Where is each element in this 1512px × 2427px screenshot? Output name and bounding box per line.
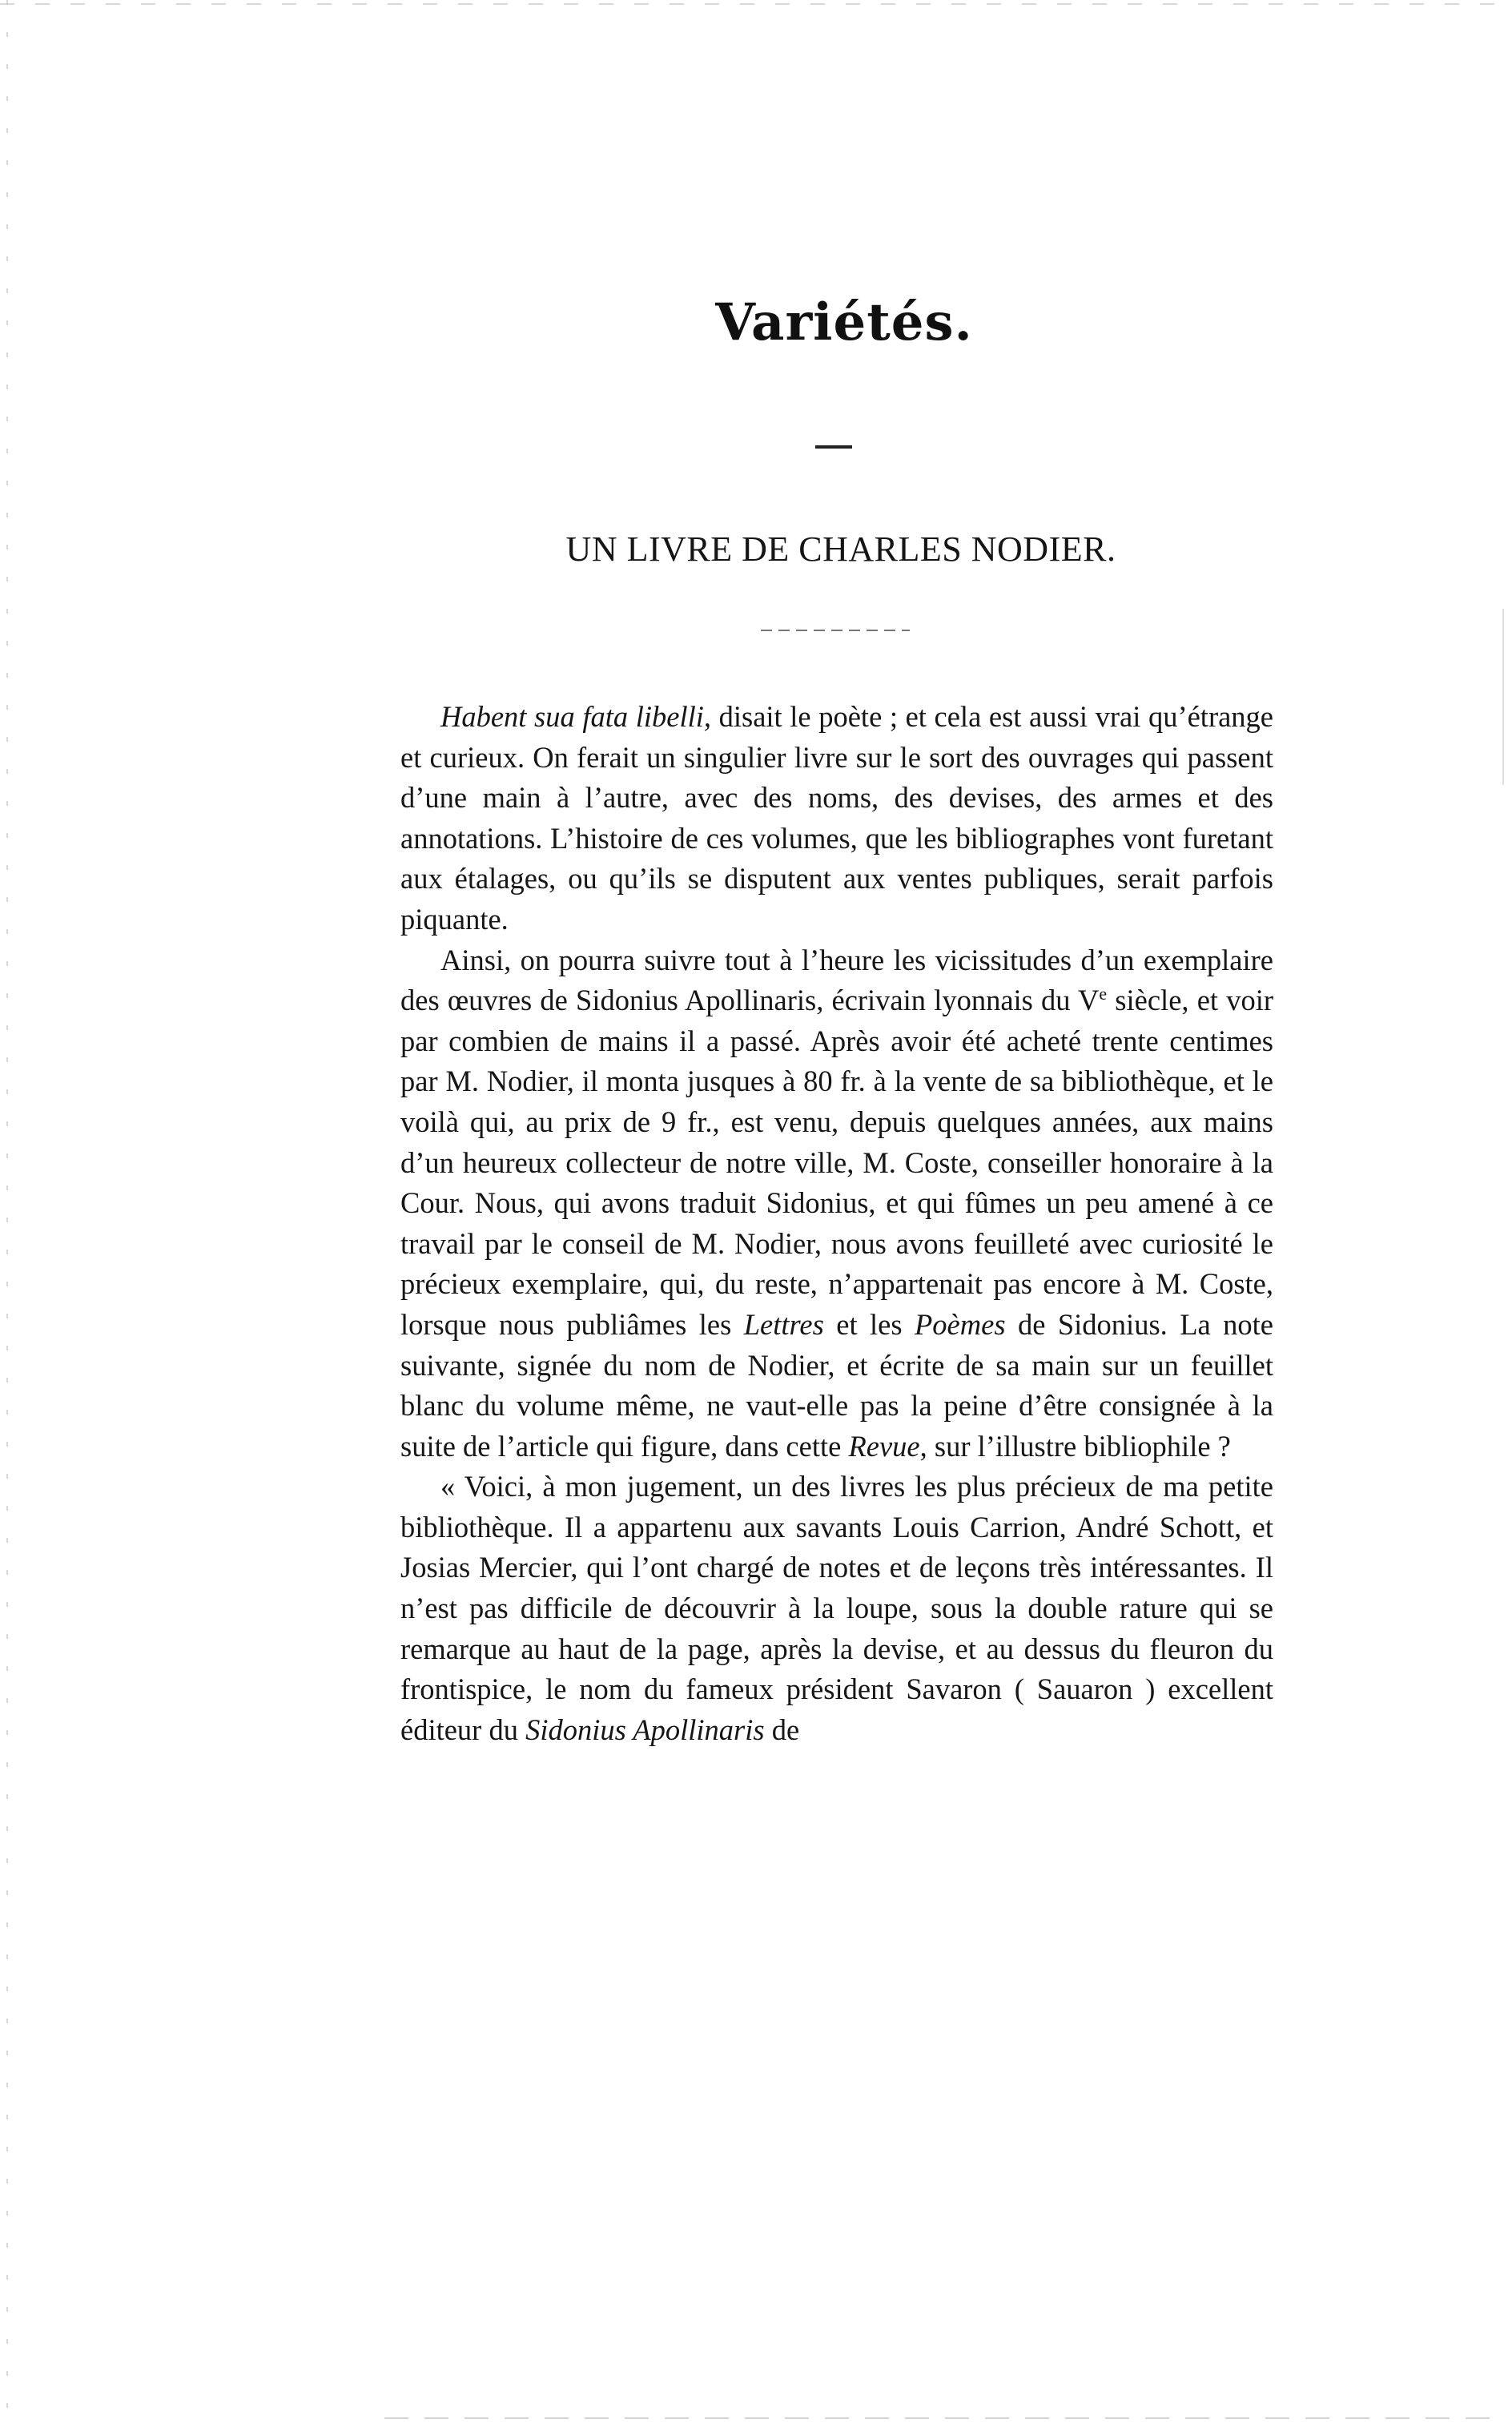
title-rule (815, 445, 852, 449)
paragraph (400, 940, 1273, 1467)
text-run: Ainsi, on pourra suivre tout à l’heure les vicissitudes d’un exemplaire des œuvres de Sidonius Apollinaris, écrivain lyonnais du V (400, 943, 1273, 1017)
scan-edge-bottom (384, 2417, 1506, 2419)
italic-text: Sidonius Apollinaris (525, 1713, 765, 1746)
ornament-rule (761, 630, 910, 631)
scan-edge-left (6, 0, 8, 2427)
text-run: et les (823, 1307, 915, 1341)
paragraph (400, 697, 1273, 940)
text-run: « Voici, à mon jugement, un des livres les plus précieux de ma petite bibliothèque. Il a appartenu aux savants Louis Carrion, André Schott, et Josias Mercier, qui l’ont chargé de notes et de leçons très intéressantes. Il n’est pas difficile de découvrir à la loupe, sous la double rature qui se remarque au haut de la page, après la devise, et au dessus du fleuron du frontispice, le nom du fameux président Savaron ( Sauaron ) excellent éditeur du (400, 1470, 1273, 1746)
italic-text: Habent sua fata libelli, (440, 700, 712, 733)
italic-text: Lettres (743, 1307, 824, 1341)
article-title: UN LIVRE DE CHARLES NODIER. (565, 529, 1116, 569)
text-run: , sur l’illustre bibliophile ? (919, 1429, 1231, 1463)
section-title: Variétés. (715, 292, 973, 352)
superscript-text: e (1099, 984, 1108, 1004)
paragraph (400, 1467, 1273, 1750)
text-run: siècle, et voir par combien de mains il a passé. Après avoir été acheté trente centimes par M. Nodier, il monta jusques à 80 fr. à la vente de sa bibliothèque, et le voilà qui, au prix de 9 fr., est venu, depuis quelques années, aux mains d’un heureux collecteur de notre ville, M. Coste, conseiller honoraire à la Cour. Nous, qui avons traduit Sidonius, et qui fûmes un peu amené à ce travail par le conseil de M. Nodier, nous avons feuilleté avec curiosité le précieux exemplaire, qui, du reste, n’appartenait pas encore à M. Coste, lorsque nous publiâmes les (400, 984, 1273, 1341)
text-run: de (764, 1713, 800, 1746)
scan-edge-top (0, 3, 1512, 5)
text-run: de Sidonius. La note suivante, signée du nom de Nodier, et écrite de sa main sur un feuillet blanc du volume même, ne vaut-elle pas la peine d’être consignée à la suite de l’article qui figure, dans cette (400, 1307, 1273, 1463)
article-body (400, 697, 1273, 1750)
italic-text: Revue (848, 1429, 920, 1463)
scan-edge-right (1502, 609, 1504, 785)
italic-text: Poèmes (915, 1307, 1006, 1341)
text-run: disait le poète ; et cela est aussi vrai qu’étrange et curieux. On ferait un singulier livre sur le sort des ouvrages qui passent d’une main à l’autre, avec des noms, des devises, des armes et des annotations. L’histoire de ces volumes, que les bibliographes vont furetant aux étalages, ou qu’ils se disputent aux ventes publiques, serait parfois piquante. (400, 700, 1274, 936)
